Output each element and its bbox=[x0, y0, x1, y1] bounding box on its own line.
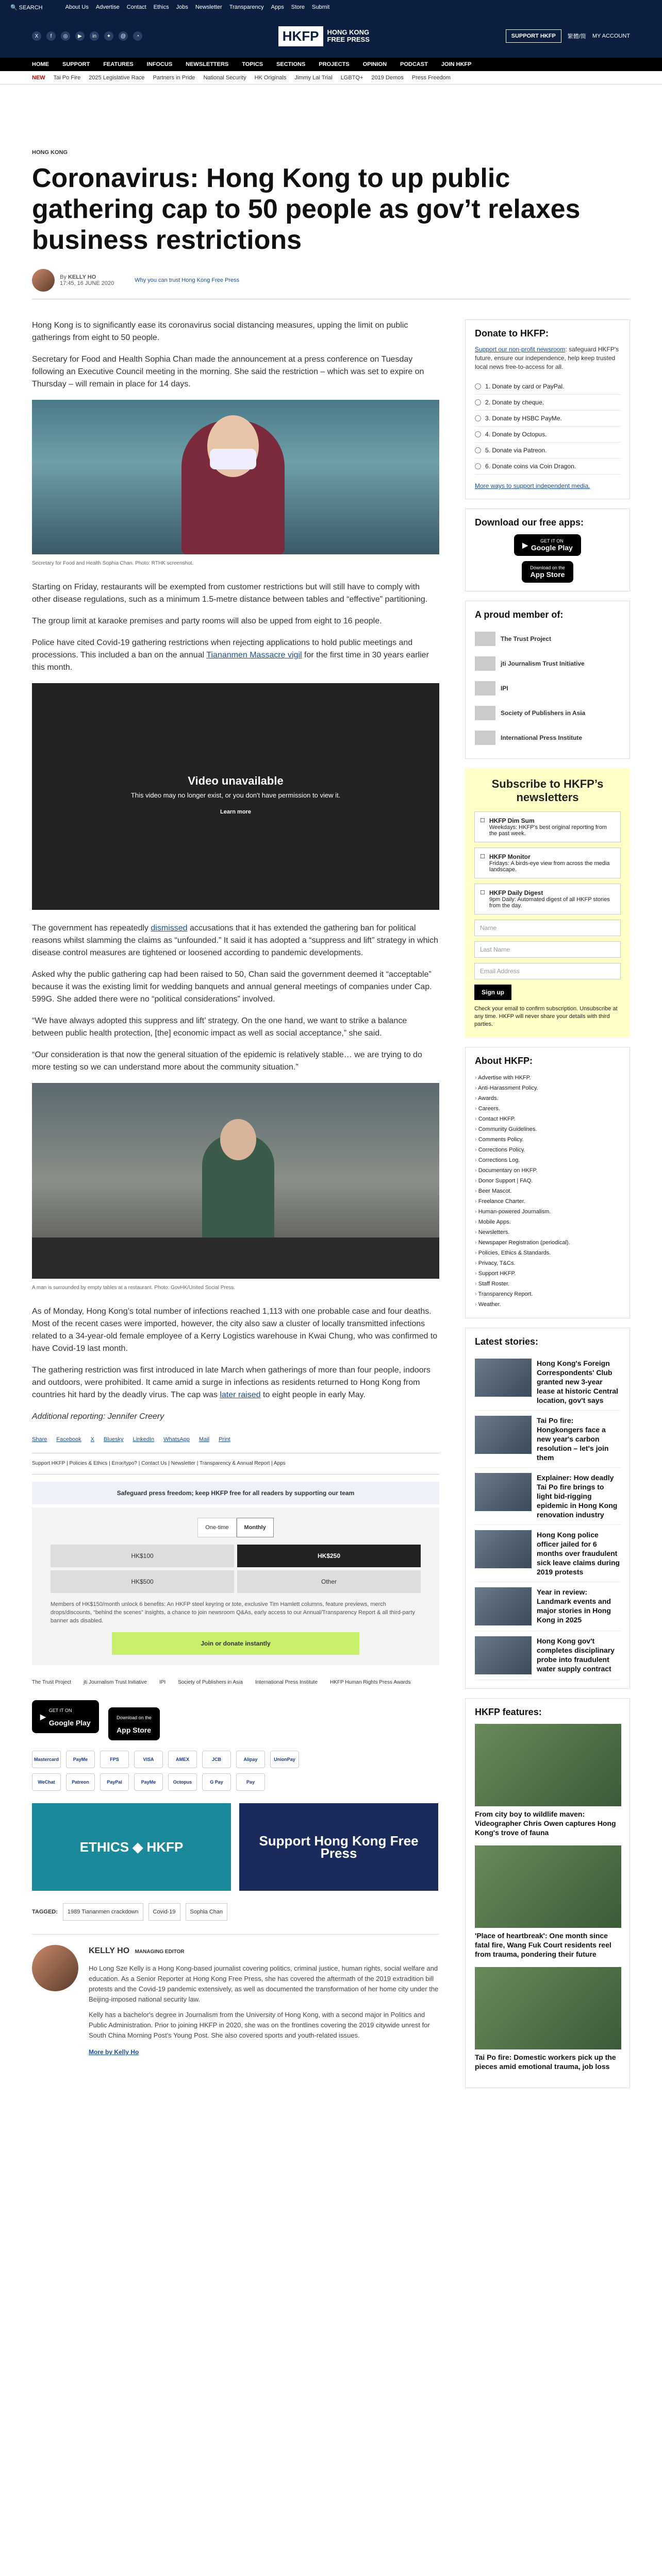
feature-headline[interactable]: From city boy to wildlife maven: Videographer Chris Owen captures Hong Kong's trove of fauna bbox=[475, 1810, 616, 1837]
story-thumbnail bbox=[475, 1587, 532, 1625]
org-name: International Press Institute bbox=[501, 734, 583, 741]
article-title: Coronavirus: Hong Kong to up public gathering cap to 50 people as gov’t relaxes business restrictions bbox=[32, 163, 581, 255]
paragraph: The government has repeatedly dismissed accusations that it has extended the gathering ban for political reasons whilst slamming the claims as “unfounded.” It said it has adopted a “suppress and lift” strategy in which disease control measures are tightened or loosened according to pandemic developments. bbox=[32, 924, 438, 957]
trending-item[interactable]: National Security bbox=[203, 74, 246, 81]
story-item[interactable] bbox=[475, 1411, 620, 1468]
utility-link[interactable]: Contact bbox=[126, 4, 146, 10]
feature-thumbnail bbox=[475, 1845, 621, 1928]
top-utility-bar bbox=[0, 0, 662, 14]
more-by-author-link[interactable]: More by Kelly Ho bbox=[89, 2048, 139, 2056]
article-body bbox=[32, 319, 439, 2058]
trending-item[interactable]: Partners in Pride bbox=[153, 74, 195, 81]
byline bbox=[32, 269, 630, 292]
payment-logo: PayPal bbox=[100, 1773, 129, 1791]
features-box bbox=[465, 1698, 630, 2088]
support-banner[interactable]: Support Hong Kong Free Press bbox=[239, 1803, 438, 1891]
author-avatar[interactable] bbox=[32, 269, 55, 292]
story-headline[interactable]: Hong Kong police officer jailed for 6 months over fraudulent sick leave claims during 2019 protests bbox=[537, 1531, 620, 1576]
story-thumbnail bbox=[475, 1473, 532, 1511]
story-item[interactable] bbox=[475, 1353, 620, 1411]
app-buttons bbox=[32, 1700, 439, 1740]
story-item[interactable] bbox=[475, 1468, 620, 1525]
share-link[interactable]: Mail bbox=[198, 1436, 210, 1443]
threads-icon[interactable]: @ bbox=[119, 31, 128, 41]
checkbox-icon[interactable]: ☐ bbox=[480, 818, 485, 824]
byline-text: By KELLY HO 17:45, 16 JUNE 2020 bbox=[60, 274, 114, 286]
main-nav-item[interactable]: TOPICS bbox=[242, 61, 263, 67]
support-button[interactable]: SUPPORT HKFP bbox=[506, 29, 561, 43]
trending-item[interactable]: Tai Po Fire bbox=[53, 74, 81, 81]
video-unavailable-text: This video may no longer exist, or you don't have permission to view it. bbox=[130, 791, 341, 799]
vigil-link[interactable]: Tiananmen Massacre vigil bbox=[206, 651, 302, 659]
feature-item[interactable] bbox=[475, 1724, 620, 1837]
member-logo[interactable]: Society of Publishers in Asia bbox=[178, 1680, 243, 1685]
newsletter-title: Subscribe to HKFP’s newsletters bbox=[491, 777, 604, 804]
about-link[interactable]: › Awards. bbox=[475, 1093, 620, 1104]
trending-nav bbox=[0, 71, 662, 84]
utility-link[interactable]: Transparency bbox=[229, 4, 264, 10]
share-bar bbox=[32, 1433, 439, 1446]
org-logo-icon bbox=[475, 681, 495, 696]
story-headline[interactable]: Hong Kong gov't completes disciplinary probe into fraudulent water supply contract bbox=[537, 1637, 615, 1673]
amount-option[interactable]: HK$500 bbox=[51, 1570, 234, 1593]
latest-stories bbox=[465, 1328, 630, 1689]
additional-reporting: Additional reporting: Jennifer Creery bbox=[32, 1412, 164, 1421]
story-thumbnail bbox=[475, 1636, 532, 1674]
main-nav-item[interactable]: OPINION bbox=[362, 61, 387, 67]
paragraph: The group limit at karaoke premises and party rooms will also be upped from eight to 16 people. bbox=[32, 617, 382, 625]
org-name: IPI bbox=[501, 685, 508, 692]
about-link[interactable]: › Comments Policy. bbox=[475, 1134, 620, 1145]
author-role: MANAGING EDITOR bbox=[135, 1949, 185, 1955]
site-header bbox=[0, 14, 662, 58]
account-link[interactable]: MY ACCOUNT bbox=[592, 33, 630, 39]
donate-box: Donate to HKFP: Support our non-profit newsroom: safeguard HKFP's future, ensure our independence, help keep trusted local news free-to-access for all. 1. Donate by card or PayPal. 2. Donate by cheque. 3. Donate by HSBC PayMe. 4. Donate by Octopus. 5. Donate via Patreon. 6. Donate coins via Coin Dragon. More ways to support independent media. bbox=[465, 319, 630, 499]
utility-link[interactable]: Jobs bbox=[176, 4, 188, 10]
proud-logo-item[interactable] bbox=[475, 725, 620, 750]
main-nav-item[interactable]: JOIN HKFP bbox=[441, 61, 472, 67]
article-photo[interactable] bbox=[32, 400, 439, 554]
story-headline[interactable]: Explainer: How deadly Tai Po fire brings to light bid-rigging epidemic in Hong Kong renovation industry bbox=[537, 1473, 618, 1519]
about-link[interactable]: › Contact HKFP. bbox=[475, 1114, 620, 1124]
about-link[interactable]: › Documentary on HKFP. bbox=[475, 1165, 620, 1176]
video-unavailable-title: Video unavailable bbox=[188, 774, 284, 787]
org-logo-icon bbox=[475, 656, 495, 671]
trending-item[interactable]: Press Freedom bbox=[411, 74, 451, 81]
about-link[interactable]: › Community Guidelines. bbox=[475, 1124, 620, 1134]
article-kicker[interactable]: HONG KONG bbox=[32, 149, 68, 156]
proud-member-box bbox=[465, 601, 630, 759]
donation-method[interactable]: 6. Donate coins via Coin Dragon. bbox=[475, 459, 620, 474]
donation-method[interactable]: 4. Donate by Octopus. bbox=[475, 427, 620, 443]
join-donate-button[interactable]: Join or donate instantly bbox=[112, 1632, 359, 1655]
payment-methods bbox=[32, 1751, 321, 1791]
social-icons bbox=[32, 31, 142, 41]
author-box bbox=[32, 1934, 439, 2058]
checkbox-icon[interactable]: ☐ bbox=[480, 890, 485, 896]
paragraph: Police have cited Covid-19 gathering restrictions when rejecting applications to hold public meetings and processions. This included a ban on the annual Tiananmen Massacre vigil for the first time in 30 years earlier this month. bbox=[32, 638, 429, 672]
article-header bbox=[32, 149, 630, 299]
proud-logo-item[interactable] bbox=[475, 676, 620, 701]
utility-link[interactable]: Apps bbox=[271, 4, 284, 10]
safeguard-banner: Safeguard press freedom; keep HKFP free for all readers by supporting our team bbox=[32, 1482, 439, 1504]
tag-chip[interactable]: Covid-19 bbox=[148, 1903, 180, 1921]
about-link[interactable]: › Beer Mascot. bbox=[475, 1186, 620, 1196]
about-link[interactable]: › Freelance Charter. bbox=[475, 1196, 620, 1207]
payment-logo: Octopus bbox=[168, 1773, 197, 1791]
share-link[interactable]: Bluesky bbox=[104, 1436, 124, 1443]
story-thumbnail bbox=[475, 1530, 532, 1568]
utility-link[interactable]: Advertise bbox=[95, 4, 120, 10]
story-item[interactable] bbox=[475, 1582, 620, 1631]
about-link[interactable]: › Corrections Policy. bbox=[475, 1145, 620, 1155]
proud-logo-item[interactable] bbox=[475, 626, 620, 651]
one-time-tab[interactable]: One-time bbox=[197, 1518, 236, 1537]
monthly-tab[interactable]: Monthly bbox=[237, 1518, 274, 1537]
payment-logo: FPS bbox=[100, 1751, 129, 1768]
tag-list bbox=[32, 1903, 439, 1921]
logo-mark: HKFP bbox=[278, 26, 323, 46]
linkedin-icon[interactable]: in bbox=[90, 31, 99, 41]
new-label: NEW bbox=[32, 74, 45, 81]
article-photo-restaurant[interactable] bbox=[32, 1083, 439, 1279]
member-logo[interactable]: International Press Institute bbox=[255, 1680, 318, 1685]
story-thumbnail bbox=[475, 1359, 532, 1397]
last-name-input[interactable]: Last Name bbox=[474, 941, 621, 958]
google-play-button[interactable]: ▶ GET IT ON Google Play bbox=[514, 534, 581, 556]
newsletter-desc: Fridays: A birds-eye view from across the media landscape. bbox=[489, 860, 610, 873]
about-link[interactable]: › Corrections Log. bbox=[475, 1155, 620, 1165]
about-link[interactable]: › Policies, Ethics & Standards. bbox=[475, 1248, 620, 1258]
share-link[interactable]: Print bbox=[219, 1436, 230, 1443]
main-nav-item[interactable]: SUPPORT bbox=[62, 61, 90, 67]
photo-caption: A man is surrounded by empty tables at a restaurant. Photo: GovHK/United Social Press. bbox=[32, 1285, 236, 1291]
payment-logo: PayMe bbox=[134, 1773, 163, 1791]
latest-title: Latest stories: bbox=[475, 1336, 539, 1347]
about-link[interactable]: › Human-powered Journalism. bbox=[475, 1207, 620, 1217]
signup-button[interactable]: Sign up bbox=[474, 985, 511, 1000]
main-nav-item[interactable]: SECTIONS bbox=[276, 61, 306, 67]
google-play-button[interactable]: ▶ GET IT ON Google Play bbox=[32, 1700, 99, 1733]
about-link[interactable]: › Donor Support | FAQ. bbox=[475, 1176, 620, 1186]
paragraph: “We have always adopted this suppress and lift’ strategy. On the one hand, we want to strike a balance between public health protection, [the] economic impact as well as social acceptance,” she said. bbox=[32, 1016, 407, 1038]
search-link[interactable]: 🔍 SEARCH bbox=[10, 4, 43, 11]
paragraph: As of Monday, Hong Kong’s total number of infections reached 1,113 with one probable case and four deaths. Most of the recent cases were imported, however, the city also saw a cluster of locally transmitted infections related to a 34-year-old female employee of a Kerry Logistics warehouse in Kwai Chung, who was confirmed to have Covid-19 last month. bbox=[32, 1307, 438, 1353]
main-nav bbox=[0, 58, 662, 71]
payment-logo: G Pay bbox=[202, 1773, 231, 1791]
payment-logo: WeChat bbox=[32, 1773, 61, 1791]
author-name[interactable]: KELLY HO bbox=[68, 274, 96, 280]
donation-method[interactable]: 1. Donate by card or PayPal. bbox=[475, 379, 620, 395]
sidebar bbox=[465, 319, 630, 2097]
utility-link[interactable]: Submit bbox=[312, 4, 330, 10]
logo-text: HONG KONG FREE PRESS bbox=[327, 28, 370, 43]
newsletter-note: Check your email to confirm subscription. Unsubscribe at any time. HKFP will never share your details with third parties. bbox=[474, 1006, 618, 1027]
paragraph: “Our consideration is that now the general situation of the epidemic is relatively stable… we are trying to do more testing so we can understand more about the community situation.” bbox=[32, 1050, 422, 1072]
paragraph: Secretary for Food and Health Sophia Chan made the announcement at a press conference on Tuesday following an Executive Council meeting in the morning. She said the restriction – which was set to expire on Thursday – will remain in place for 14 days. bbox=[32, 355, 424, 388]
more-ways-link[interactable]: More ways to support independent media. bbox=[475, 482, 590, 489]
payment-logo: Alipay bbox=[236, 1751, 265, 1768]
story-headline[interactable]: Year in review: Landmark events and major stories in Hong Kong in 2025 bbox=[537, 1588, 611, 1624]
apps-box bbox=[465, 509, 630, 591]
later-raised-link[interactable]: later raised bbox=[220, 1391, 261, 1399]
donation-method[interactable]: 3. Donate by HSBC PayMe. bbox=[475, 411, 620, 427]
app-store-button[interactable]: Download on the App Store bbox=[522, 561, 573, 583]
share-link[interactable]: WhatsApp bbox=[163, 1436, 190, 1443]
site-logo[interactable] bbox=[278, 26, 370, 46]
about-link[interactable]: › Newspaper Registration (periodical). bbox=[475, 1238, 620, 1248]
story-item[interactable] bbox=[475, 1631, 620, 1680]
about-link[interactable]: › Weather. bbox=[475, 1299, 620, 1310]
donation-method[interactable]: 2. Donate by cheque. bbox=[475, 395, 620, 411]
youtube-icon[interactable]: ▶ bbox=[75, 31, 85, 41]
newsletter-name: HKFP Monitor bbox=[489, 853, 531, 860]
about-title: About HKFP: bbox=[475, 1056, 533, 1066]
about-link[interactable]: › Privacy, T&Cs. bbox=[475, 1258, 620, 1268]
feature-headline[interactable]: 'Place of heartbreak': One month since fatal fire, Wang Fuk Court residents reel from trauma, pondering their future bbox=[475, 1931, 611, 1958]
ethics-banner[interactable]: ETHICS ◆ HKFP bbox=[32, 1803, 231, 1891]
language-switch[interactable]: 繁體/简 bbox=[567, 33, 586, 40]
payment-logo: Mastercard bbox=[32, 1751, 61, 1768]
member-benefits: Members of HK$150/month unlock 6 benefits: An HKFP steel keyring or tote, exclusive Tim Hamlett columns, feature previews, merch drops/discounts, “behind the scenes” insights, a chance to join newsroom Q&As, early access to our Annual/Transparency Report & all third-party banner ads disabled. bbox=[51, 1601, 416, 1624]
trending-item[interactable]: 2019 Demos bbox=[371, 74, 404, 81]
embedded-video[interactable] bbox=[32, 683, 439, 910]
paragraph: Asked why the public gathering cap had been raised to 50, Chan said the government deemed it “acceptable” because it was the existing limit for wedding banquets and annual general meetings of companies under Cap. 599G. She added there were no “political considerations” involved. bbox=[32, 970, 432, 1004]
payment-logo: JCB bbox=[202, 1751, 231, 1768]
proud-title: A proud member of: bbox=[475, 609, 564, 620]
proud-logo-item[interactable] bbox=[475, 701, 620, 725]
paragraph: Hong Kong is to significantly ease its coronavirus social distancing measures, upping the limit on public gatherings from eight to 50 people. bbox=[32, 321, 408, 342]
donation-method[interactable]: 5. Donate via Patreon. bbox=[475, 443, 620, 459]
trending-item[interactable]: 2025 Legislative Race bbox=[89, 74, 145, 81]
video-learn-more[interactable]: Learn more bbox=[220, 809, 251, 815]
frequency-toggle bbox=[51, 1518, 421, 1537]
amount-option[interactable]: Other bbox=[237, 1570, 421, 1593]
story-headline[interactable]: Hong Kong's Foreign Correspondents' Club granted new 3-year lease at historic Central location, gov't says bbox=[537, 1359, 618, 1404]
about-link[interactable]: › Newsletters. bbox=[475, 1227, 620, 1238]
checkbox-icon[interactable]: ☐ bbox=[480, 854, 485, 860]
author-bio: Kelly has a bachelor's degree in Journalism from the University of Hong Kong, with a second major in Politics and Public Administration. Prior to joining HKFP in 2020, she was on the frontlines covering the 2019 citywide unrest for South China Morning Post's Young Post. She also covered sports and youth-related issues. bbox=[89, 2011, 430, 2039]
org-name: jti Journalism Trust Initiative bbox=[501, 660, 585, 667]
features-title: HKFP features: bbox=[475, 1707, 542, 1717]
trust-link[interactable]: Why you can trust Hong Kong Free Press bbox=[135, 277, 240, 283]
main-nav-item[interactable]: HOME bbox=[32, 61, 49, 67]
main-nav-item[interactable]: PROJECTS bbox=[319, 61, 350, 67]
newsletter-option[interactable] bbox=[474, 848, 621, 878]
main-nav-item[interactable]: NEWSLETTERS bbox=[186, 61, 229, 67]
story-thumbnail bbox=[475, 1416, 532, 1454]
rss-icon[interactable]: ◔ bbox=[133, 31, 142, 41]
membership-logos bbox=[32, 1676, 439, 1689]
org-logo-icon bbox=[475, 706, 495, 720]
photo-caption: Secretary for Food and Health Sophia Chan. Photo: RTHK screenshot. bbox=[32, 561, 194, 566]
feature-thumbnail bbox=[475, 1724, 621, 1806]
about-link[interactable]: › Support HKFP. bbox=[475, 1268, 620, 1279]
paragraph: The gathering restriction was first introduced in late March when gatherings of more than four people, indoors and outdoors, were prohibited. It came amid a surge in infections as residents returned to Hong Kong from countries hit hard by the deadly virus. The cap was later raised to eight people in early May. bbox=[32, 1366, 431, 1399]
instagram-icon[interactable]: ◎ bbox=[61, 31, 70, 41]
support-newsroom-link[interactable]: Support our non-profit newsroom bbox=[475, 346, 566, 353]
main-nav-item[interactable]: INFOCUS bbox=[146, 61, 173, 67]
header-actions bbox=[506, 29, 630, 43]
feature-thumbnail bbox=[475, 1967, 621, 2049]
newsletter-name: HKFP Daily Digest bbox=[489, 889, 543, 896]
utility-link[interactable]: Ethics bbox=[153, 4, 169, 10]
donation-methods bbox=[475, 379, 620, 474]
about-link[interactable]: › Anti-Harassment Policy. bbox=[475, 1083, 620, 1093]
facebook-icon[interactable]: f bbox=[46, 31, 56, 41]
story-item[interactable] bbox=[475, 1525, 620, 1582]
story-headline[interactable]: Tai Po fire: Hongkongers face a new year's carbon resolution – let's join them bbox=[537, 1416, 609, 1462]
apps-title: Download our free apps: bbox=[475, 517, 584, 528]
newsletter-option[interactable] bbox=[474, 811, 621, 842]
newsletter-desc: Weekdays: HKFP's best original reporting from the past week. bbox=[489, 824, 607, 837]
member-logo[interactable]: The Trust Project bbox=[32, 1680, 72, 1685]
about-link[interactable]: › Careers. bbox=[475, 1104, 620, 1114]
author-box-name[interactable]: KELLY HO bbox=[89, 1946, 130, 1955]
org-name: Society of Publishers in Asia bbox=[501, 709, 586, 717]
org-logo-icon bbox=[475, 632, 495, 646]
promo-banners bbox=[32, 1803, 439, 1891]
name-input[interactable]: Name bbox=[474, 920, 621, 936]
utility-link[interactable]: About Us bbox=[65, 4, 89, 10]
dismissed-link[interactable]: dismissed bbox=[151, 924, 188, 933]
trending-item[interactable]: Jimmy Lai Trial bbox=[294, 74, 333, 81]
utility-link[interactable]: Newsletter bbox=[195, 4, 222, 10]
amount-option[interactable]: HK$100 bbox=[51, 1545, 234, 1567]
email-input[interactable]: Email Address bbox=[474, 963, 621, 979]
payment-logo: Patreon bbox=[66, 1773, 95, 1791]
share-link[interactable]: X bbox=[90, 1436, 95, 1443]
newsletter-desc: 9pm Daily: Automated digest of all HKFP stories from the day. bbox=[489, 896, 610, 909]
donate-title: Donate to HKFP: bbox=[475, 328, 549, 338]
main-nav-item[interactable]: PODCAST bbox=[400, 61, 428, 67]
payment-logo: UnionPay bbox=[270, 1751, 299, 1768]
about-link[interactable]: › Staff Roster. bbox=[475, 1279, 620, 1289]
feature-headline[interactable]: Tai Po fire: Domestic workers pick up the pieces amid emotional trauma, job loss bbox=[475, 2053, 616, 2071]
member-logo[interactable]: HKFP Human Rights Press Awards bbox=[330, 1680, 411, 1685]
about-link[interactable]: › Transparency Report. bbox=[475, 1289, 620, 1299]
app-store-button[interactable]: Download on the App Store bbox=[108, 1707, 160, 1740]
proud-logos bbox=[475, 626, 620, 750]
feature-item[interactable] bbox=[475, 1845, 620, 1959]
tagged-label: TAGGED: bbox=[32, 1909, 58, 1915]
share-link[interactable]: Facebook bbox=[56, 1436, 81, 1443]
payment-logo: Pay bbox=[236, 1773, 265, 1791]
payment-logo: VISA bbox=[134, 1751, 163, 1768]
about-link[interactable]: › Advertise with HKFP. bbox=[475, 1073, 620, 1083]
org-name: The Trust Project bbox=[501, 635, 552, 642]
author-avatar-large[interactable] bbox=[32, 1945, 78, 1991]
share-link: Share bbox=[32, 1436, 47, 1443]
author-bio: Ho Long Sze Kelly is a Hong Kong-based journalist covering politics, criminal justice, human rights, social welfare and education. As a Senior Reporter at Hong Kong Free Press, she has covered the aftermath of the 2019 extradition bill protests and the Covid-19 pandemic extensively, as well as documented the transformation of her home city under the Beijing-imposed national security law. bbox=[89, 1964, 439, 2003]
donate-widget bbox=[32, 1507, 439, 1665]
main-nav-item[interactable]: FEATURES bbox=[103, 61, 134, 67]
feature-item[interactable] bbox=[475, 1967, 620, 2071]
about-box bbox=[465, 1047, 630, 1318]
payment-logo: AMEX bbox=[168, 1751, 197, 1768]
proud-logo-item[interactable] bbox=[475, 651, 620, 676]
newsletter-option[interactable] bbox=[474, 884, 621, 914]
publish-date: 17:45, 16 JUNE 2020 bbox=[60, 280, 114, 286]
bluesky-icon[interactable]: ✦ bbox=[104, 31, 113, 41]
utility-link[interactable]: Store bbox=[291, 4, 305, 10]
paragraph: Starting on Friday, restaurants will be exempted from customer restrictions but will still have to comply with other disease regulations, such as a minimum 1.5-metre distance between tables and “effective” partitioning. bbox=[32, 583, 428, 604]
amount-options bbox=[51, 1545, 421, 1593]
amount-option-selected[interactable]: HK$250 bbox=[237, 1545, 421, 1567]
x-icon[interactable]: X bbox=[32, 31, 41, 41]
org-logo-icon bbox=[475, 731, 495, 745]
newsletter-box bbox=[465, 768, 630, 1038]
trending-item[interactable]: HK Originals bbox=[254, 74, 287, 81]
payment-logo: PayMe bbox=[66, 1751, 95, 1768]
about-link[interactable]: › Mobile Apps. bbox=[475, 1217, 620, 1227]
newsletter-name: HKFP Dim Sum bbox=[489, 817, 535, 824]
trending-item[interactable]: LGBTQ+ bbox=[340, 74, 363, 81]
tag-chip[interactable]: 1989 Tiananmen crackdown bbox=[63, 1903, 143, 1921]
utility-nav bbox=[65, 4, 330, 10]
tag-chip[interactable]: Sophia Chan bbox=[186, 1903, 228, 1921]
policy-links[interactable]: Support HKFP | Policies & Ethics | Error/typo? | Contact Us | Newsletter | Transparency & Annual Report | Apps bbox=[32, 1453, 439, 1475]
member-logo[interactable]: jti Journalism Trust Initiative bbox=[84, 1680, 147, 1685]
member-logo[interactable]: IPI bbox=[159, 1680, 166, 1685]
share-link[interactable]: LinkedIn bbox=[133, 1436, 155, 1443]
